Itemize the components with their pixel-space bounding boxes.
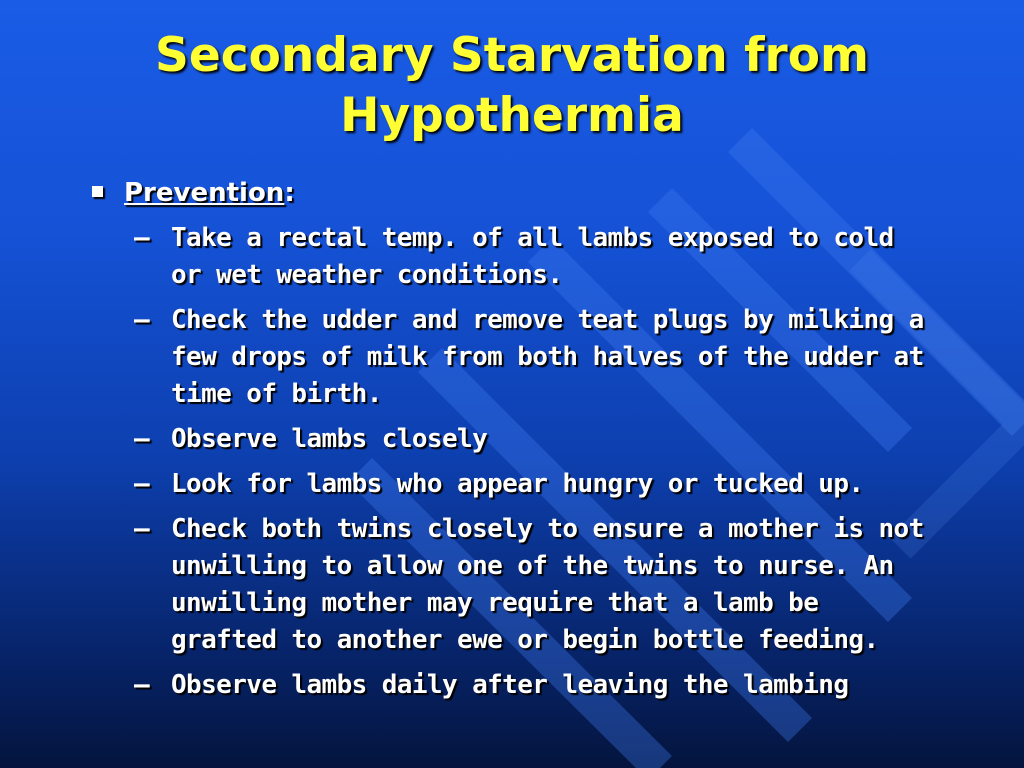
sub-bullet-item — [134, 511, 934, 659]
main-bullet — [92, 176, 295, 210]
sub-bullet-text: Observe lambs closely — [171, 424, 488, 454]
square-bullet-icon — [92, 186, 103, 197]
sub-bullet-text: Take a rectal temp. of all lambs exposed to cold or wet weather conditions. — [171, 223, 894, 290]
dash-marker: – — [134, 514, 150, 544]
sub-bullet-text: Check both twins closely to ensure a mother is not unwilling to allow one of the twins to nurse. An unwilling mother may require that a lamb be grafted to another ewe or begin bottle feeding. — [171, 514, 924, 655]
sub-bullet-item — [134, 220, 934, 294]
sub-bullet-text: Look for lambs who appear hungry or tucked up. — [171, 469, 864, 499]
dash-marker: – — [134, 670, 150, 700]
sub-bullet-item — [134, 667, 934, 704]
bullet-label: Prevention — [124, 178, 285, 208]
slide-title: Secondary Starvation from Hypothermia — [154, 28, 870, 143]
sub-bullet-item — [134, 302, 934, 413]
bullet-suffix: : — [284, 178, 295, 208]
sub-bullet-list — [134, 220, 934, 712]
sub-bullet-item — [134, 466, 934, 503]
dash-marker: – — [134, 469, 150, 499]
sub-bullet-item — [134, 421, 934, 458]
sub-bullet-text: Observe lambs daily after leaving the lambing — [171, 670, 849, 700]
dash-marker: – — [134, 305, 150, 335]
sub-bullet-text: Check the udder and remove teat plugs by milking a few drops of milk from both halves of the udder at time of birth. — [171, 305, 924, 409]
dash-marker: – — [134, 424, 150, 454]
dash-marker: – — [134, 223, 150, 253]
